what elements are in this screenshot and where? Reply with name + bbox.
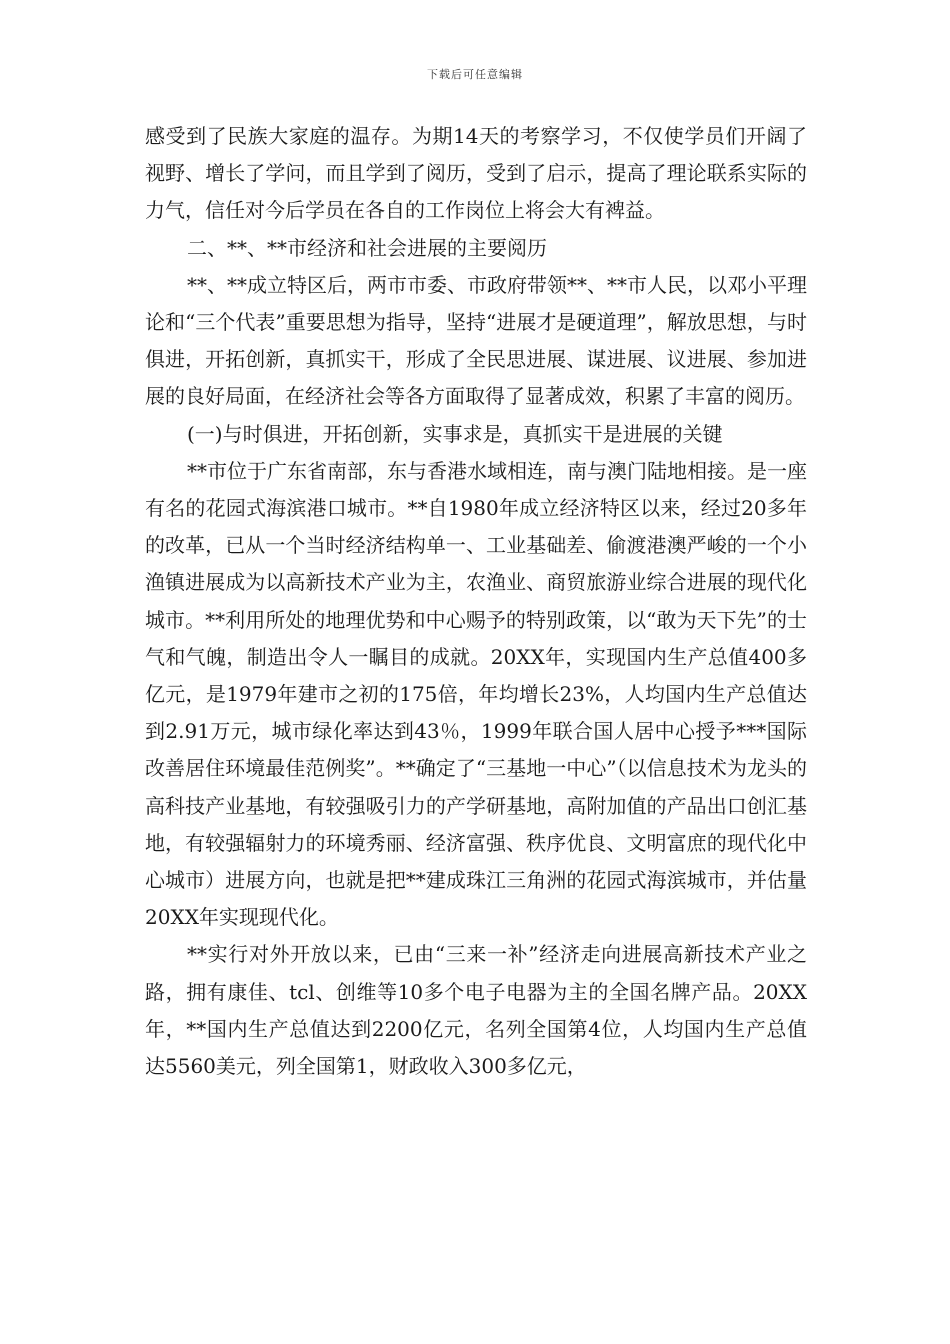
paragraph: **实行对外开放以来，已由“三来一补”经济走向进展高新技术产业之路，拥有康佳、tcl、创维等10多个电子电器为主的全国名牌产品。20XX年，**国内生产总值达到2200亿元，名列全国第4位，人均国内生产总值达5560美元，列全国第1，财政收入300多亿元， bbox=[145, 942, 807, 1079]
paragraph: **、**成立特区后，两市市委、市政府带领**、**市人民，以邓小平理论和“三个代表”重要思想为指导，坚持“进展才是硬道理”，解放思想，与时俱进，开拓创新，真抓实干，形成了全民思进展、谋进展、议进展、参加进展的良好局面，在经济社会等各方面取得了显著成效，积累了丰富的阅历。 bbox=[145, 272, 807, 409]
header-note: 下载后可任意编辑 bbox=[427, 68, 523, 81]
paragraph: 感受到了民族大家庭的温存。为期14天的考察学习，不仅使学员们开阔了视野、增长了学问，而且学到了阅历，受到了启示，提高了理论联系实际的力气，信任对今后学员在各自的工作岗位上将会大有裨益。 bbox=[145, 124, 807, 223]
document-body bbox=[145, 118, 807, 1085]
subsection-heading: (一)与时俱进，开拓创新，实事求是，真抓实干是进展的关键 bbox=[187, 421, 723, 446]
section-heading: 二、**、**市经济和社会进展的主要阅历 bbox=[187, 235, 547, 260]
page-header bbox=[0, 66, 950, 82]
paragraph: **市位于广东省南部，东与香港水域相连，南与澳门陆地相接。是一座有名的花园式海滨港口城市。**自1980年成立经济特区以来，经过20多年的改革，已从一个当时经济结构单一、工业基础差、偷渡港澳严峻的一个小渔镇进展成为以高新技术产业为主，农渔业、商贸旅游业综合进展的现代化城市。**利用所处的地理优势和中心赐予的特别政策，以“敢为天下先”的士气和气魄，制造出令人一瞩目的成就。20XX年，实现国内生产总值400多亿元，是1979年建市之初的175倍，年均增长23%，人均国内生产总值达到2.91万元，城市绿化率达到43％，1999年联合国人居中心授予***国际改善居住环境最佳范例奖”。**确定了“三基地一中心”（以信息技术为龙头的高科技产业基地，有较强吸引力的产学研基地，高附加值的产品出口创汇基地，有较强辐射力的环境秀丽、经济富强、秩序优良、文明富庶的现代化中心城市）进展方向，也就是把**建成珠江三角洲的花园式海滨城市，并估量20XX年实现现代化。 bbox=[145, 458, 807, 930]
